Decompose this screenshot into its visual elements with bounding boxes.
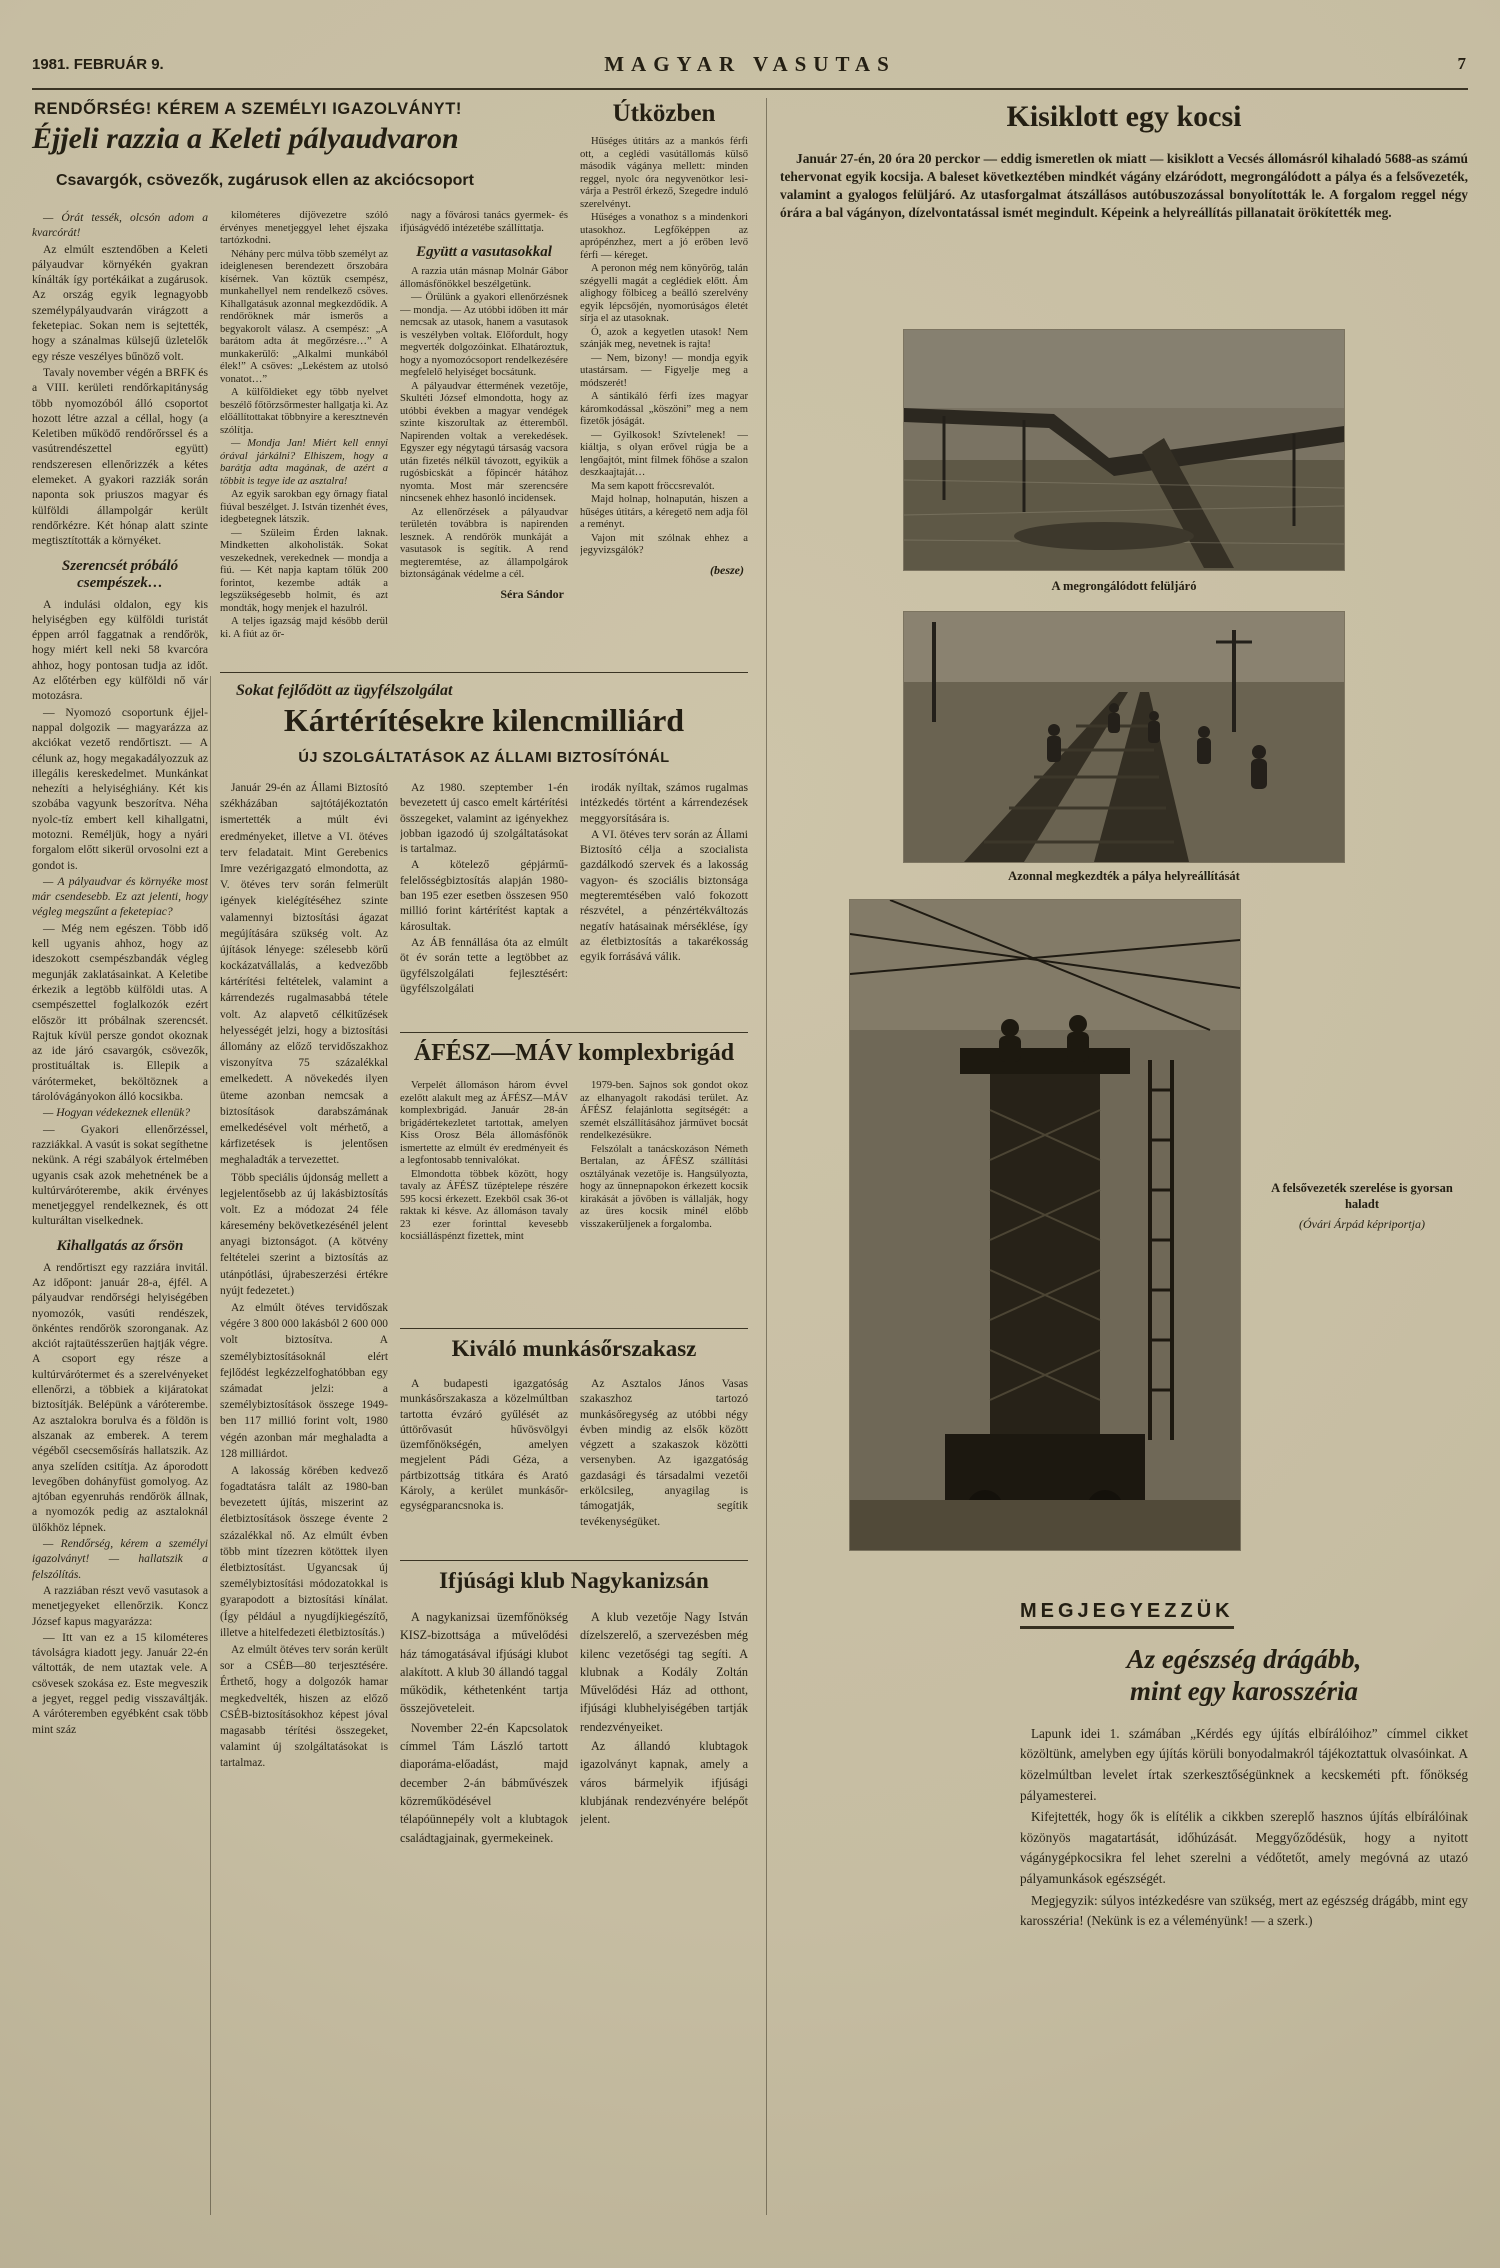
paragraph: Ó, azok a kegyetlen utasok! Nem szánják meg, nevetnek is rajta!: [580, 326, 748, 350]
photo-damaged-overpass-art: [904, 330, 1344, 570]
issue-date: 1981. FEBRUÁR 9.: [32, 56, 164, 73]
paragraph: — Gyilkosok! Szívtelenek! — kiáltja, s olyan erővel rúgja be a lengőajtót, mint filmek főhőse a szalon deszkaajtaját…: [580, 429, 748, 478]
photo-caption-overhead: [1256, 1180, 1468, 1232]
paragraph: A kötelező gépjármű-felelősségbiztosítás alapján 1980-ban 195 ezer esetben összesen 950 millió forint kártérítést kaptak a károsultak.: [400, 858, 568, 933]
header-rule: [32, 88, 1468, 90]
razzia-deck: Csavargók, csövezők, zugárusok ellen az akciócsoport: [56, 172, 474, 189]
klub-column-2: [580, 1608, 748, 2215]
razzia-author-signature: Séra Sándor: [500, 586, 564, 601]
paragraph: A sántikáló férfi ízes magyar káromkodással „köszöni” meg a nem fizetők jóságát.: [580, 391, 748, 427]
paragraph: Majd holnap, holnapután, hiszen a hűséges útitárs, a kéregető nem adja föl a reményt.: [580, 494, 748, 530]
paragraph: Az állandó klubtagok igazolványt kapnak, amely a város bármelyik ifjúsági klubjának rendezvényére belépőt jelent.: [580, 1739, 748, 1827]
photo-caption-track: Azonnal megkezdték a pálya helyreállítását: [1008, 869, 1240, 883]
paragraph: nagy a fővárosi tanács gyermek- és ifjúságvédő intézetébe szállíttatja.: [400, 210, 568, 234]
karterites-column-1: [220, 780, 388, 2215]
karterites-subtitle: ÚJ SZOLGÁLTATÁSOK AZ ÁLLAMI BIZTOSÍTÓNÁL: [298, 750, 670, 766]
klub-headline: Ifjúsági klub Nagykanizsán: [439, 1568, 709, 1593]
karterites-kicker: Sokat fejlődött az ügyfélszolgálat: [236, 682, 453, 699]
paragraph: A VI. ötéves terv során az Állami Biztosító célja a szocialista gazdálkodó szervek és a lakosság vagyon- és szociális biztonsága megteremtésében való fokozott részvétel, a pénzértékváltozás negatív hatásainak mérséklése, így az életbiztosítás a takarékosság egyik forrásává válik.: [580, 827, 748, 964]
paragraph: — Órát tessék, olcsón adom a kvarcórát!: [32, 211, 208, 240]
afesz-headline: ÁFÉSZ—MÁV komplexbrigád: [413, 1040, 735, 1066]
paragraph: Kifejtették, hogy ők is elítélik a cikkben szereplő hasznos újítás elbírálóinak közönyös magatartását, időhúzását. Meggyőződésük, hogy a nyitott vágánygépkocsikra fel lehet szerelni a védőtetőt, amely megóvná az utazó pályamunkások egészségét.: [1020, 1809, 1468, 1886]
paragraph: — Nyomozó csoportunk éjjel-nappal dolgozik — magyarázza az akciókat vezető rendőrtiszt. — A célunk az, hogy megakadályozzuk az illegális kereskedelmet. Munkánkat nehezíti a helyiséghiány. Két kis szobába vagyunk beszorítva. Néha nyolc-tíz embert kell kihallgatni, motozni. Reméljük, hogy a nyári forgalom előtt sikerül orvosolni ezt a gondot is.: [32, 705, 208, 872]
paragraph: — Nem, bizony! — mondja egyik utastársam. — Figyelje meg a módszerét!: [580, 352, 748, 389]
razzia-column-2: [220, 210, 388, 670]
paragraph: A indulási oldalon, egy kis helyiségben egy külföldi turistát éppen arról faggatnak a rendőrök, hogy miért kell neki 58 kvarcóra ahhoz, hogy pontosan tudja az időt. Az előtérben egy külföldi nő vár motozásra.: [32, 597, 208, 703]
paragraph: Lapunk idei 1. számában „Kérdés egy újítás elbírálóihoz” címmel cikket közöltünk, amelyben egy újítás körüli bonyodalmakról tájékoztattuk olvasóinkat. A közelmúltban levelet írtak szerkesztőségünknek a kecskeméti pft. főnökség pályamesterei.: [1020, 1725, 1468, 1803]
paragraph: A rendőrtiszt egy razziára invitál. Az időpont: január 28-a, éjfél. A pályaudvar rendőrségi helyiségében nyomozók, vasúti rendészek, önkéntes rendőrök szoronganak. Az akciót rajtaütésszerűen hajtják végre. A csoport egy része a kultúrvárótermet és a szerelvényeket ellenőrzi, a többiek a kijáratokat biztosítják. Belépünk a váróterembe. Az asztalokra borulva és a földön is alszanak az emberek. A terem végéből csecsemősírás hallatszik. Az anya szelíden csitítja. Az áporodott levegőben dohányfüst gomolyog. Az ajtóban egyenruhás rendőrök állnak, a nyomozók pedig az asztaloknál ülőkhöz lépnek.: [32, 1260, 208, 1534]
paragraph: Az elmúlt ötéves terv során került sor a CSÉB—80 terjesztésére. Érthető, hogy a dolgozók hamar megkedvelték, hiszen az előző CSÉB-biztosításokhoz képest jóval magasabb térítési összegeket, valamint új szolgáltatásokat is tartalmaz.: [220, 1643, 388, 1770]
paragraph: — A pályaudvar és környéke most már csendesebb. Ez azt jelenti, hogy végleg megszűnt a feketepiac?: [32, 874, 208, 919]
munkasor-column-2: [580, 1376, 748, 1546]
paragraph: Az 1980. szeptember 1-én bevezetett új casco emelt kártérítési összegeket, valamint az igényekhez jobban igazodó új szolgáltatásokat is tartalmaz.: [400, 781, 568, 856]
paragraph: A külföldieket egy több nyelvet beszélő főtörzsőrmester hallgatja ki. Az előállítottakat többnyire a keresztnevén szólítja.: [220, 387, 388, 436]
afesz-column-1: [400, 1080, 568, 1315]
megjegyezzuk-headline-line1: Az egészség drágább,: [1126, 1644, 1362, 1674]
paragraph: Január 29-én az Állami Biztosító székházában sajtótájékoztatón ismertették a múlt évi eredményeket, illetve a VI. ötéves terv feladatait. Mint Gerebenics Imre vezérigazgató elmondotta, az V. ötéves terv során felmerült igények kielégítéséhez szinte valamennyi biztosítási ágazat megújítására szükség volt. Az újítások lényege: szélesebb körű kockázatvállalás, a kedvezőbb kártérítési feltételek, valamint a kárrendezés rugalmasabbá tétele volt. Az alapvető célkitűzések helyességét jelzi, hogy a biztosítási állomány az előző tervidőszakhoz viszonyítva 75 százalékkal emelkedett. A növekedés ilyen üteme azonban nemcsak a biztosítások darabszámának emelkedésével volt mérhető, a kárfizetések is jelentősen meghaladták a tervezettet.: [220, 782, 388, 1167]
paragraph: Az elmúlt ötéves tervidőszak végére 3 800 000 lakásból 2 600 000 volt biztosítva. A személybiztosításoknál elért fejlődést legkézzelfoghatóbban egy számadat jelzi: a személybiztosítások összege 1949-ben 117 millió forint volt, 1980 végén azonban már meghaladta a 128 milliárdot.: [220, 1302, 388, 1460]
section-divider-afesz: [400, 1032, 748, 1033]
paragraph: Ma sem kapott fröccsrevalót.: [591, 480, 715, 492]
utkozben-article: [580, 100, 748, 612]
photo-overhead-line-art: [850, 900, 1240, 1550]
paragraph: Az ellenőrzések a pályaudvar területén továbbra is napirenden lesznek. A rendőrök munkáját a vasutasok is segítik. A rend megteremtése, az állampolgárok biztonságának védelme a cél.: [400, 506, 568, 580]
paragraph: — Rendőrség, kérem a személyi igazolványt! — hallatszik a felszólítás.: [32, 1537, 208, 1581]
paragraph: Hűséges útitárs az a mankós férfi ott, a ceglédi vasútállomás külső második vágánya mellett: minden reggel, nyolc óra negyvenötkor lesi-várja a Pestről érkező, Szegedre induló szerelvényt.: [580, 136, 748, 210]
column-subhead: Kihallgatás az őrsön: [56, 1237, 184, 1254]
kisiklott-headline: Kisiklott egy kocsi: [1006, 100, 1242, 133]
vertical-divider-left: [210, 676, 211, 2215]
paragraph: — Mondja Jan! Miért kell ennyi órával járkálni? Elhiszem, hogy a barátja adta magának, de azért a többit is tegye ide az asztalra!: [220, 438, 388, 487]
karterites-column-2: [400, 780, 568, 1018]
paragraph: A peronon még nem könyörög, talán szégyelli magát a ceglédiek előtt. Ám alighogy fölbiceg a beálló szerelvény egyik lépcsőjén, nyomorúságos életét sírja el az utasoknak.: [580, 263, 748, 324]
paragraph: A nagykanizsai üzemfőnökség KISZ-bizottsága a művelődési ház támogatásával ifjúsági klubot alakított. A klub 30 állandó taggal működik, kéthetenként tartja összejöveteleit.: [400, 1610, 568, 1716]
paragraph: — Örülünk a gyakori ellenőrzésnek — mondja. — Az utóbbi időben itt már nemcsak az utasok, hanem a vasutasok is veszélyben voltak. Előfordult, hogy megverték dolgozóinkat. Elhatároztuk, hogy a nyomozócsoport rendelkezésére megfelelő helyiséget bocsátunk.: [400, 292, 568, 378]
razzia-headline: Éjjeli razzia a Keleti pályaudvaron: [32, 122, 459, 155]
paragraph: Tavaly november végén a BRFK és a VIII. kerületi rendőrkapitányság több nyomozóból álló csoportot hozott létre azzal a céllal, hogy (a Keletiben működő rendőrőrssel és a vasútrendészettel együtt) rendszeresen ellenőrizzék a kétes elemeket. A gyakori razziák során naponta sok priuszos magyar és külföldi állampolgár került rendőrkézre. Két hónap alatt szinte megtisztították a környéket.: [32, 365, 208, 548]
section-divider-karterites: [220, 672, 748, 673]
razzia-column-3: [400, 210, 568, 670]
paragraph: A lakosság körében kedvező fogadtatásra talált az 1980-ban bevezetett újítás, miszerint az életbiztosítások összege évente 2 százalékkal nő. Az elmúlt évben több mint tízezren kötöttek ilyen életbiztosítást. Ugyancsak új személybiztosítási módozatokkal is gyarapodott a biztosítási kínálat. (Így például a nyugdíjkiegészítő, illetve a hitelfedezeti életbiztosítás.): [220, 1464, 388, 1639]
paragraph: Vajon mit szólnak ehhez a jegyvizsgálók?: [580, 532, 748, 556]
megjegyezzuk-label: MEGJEGYEZZÜK: [1020, 1600, 1234, 1629]
paragraph: Hűséges a vonathoz s a mindenkori utasokhoz. Legfőképpen az aprópénzhez, mert a jó erőben levő férfi — kéreget.: [580, 212, 748, 261]
photo-caption-overpass: A megrongálódott felüljáró: [1051, 579, 1197, 593]
paragraph: A razziában részt vevő vasutasok a menetjegyeket ellenőrzik. Koncz József kapus magyarázza:: [32, 1583, 208, 1628]
page-number: 7: [1457, 54, 1466, 73]
paragraph: kilométeres díjövezetre szóló érvényes menetjeggyel lehet éjszaka tartózkodni.: [220, 210, 388, 246]
utkozben-headline: Útközben: [612, 100, 716, 127]
paragraph: Elmondotta többek között, hogy tavaly az ÁFÉSZ tüzéptelepe részére 595 kocsi érkezett. Ezekből csak 36-ot raktak ki késve. Az állomáson tavaly 23 ezer forinttal kevesebb kocsiálláspénzt fizettek, mint: [400, 1168, 568, 1242]
paragraph: Több speciális újdonság mellett a legjelentősebb az új lakásbiztosítás volt. Ez a módozat 24 féle káresemény bekövetkezésénél jelent anyagi biztonságot. (A kötvény feltételei szerint a biztosítás az utánpótlási, újrabeszerzési értékre nyújt fedezetet.): [220, 1171, 388, 1297]
section-divider-klub: [400, 1560, 748, 1561]
utkozben-signature: (besze): [710, 562, 744, 577]
photo-credit: (Óvári Árpád képriportja): [1299, 1216, 1425, 1231]
paragraph: A teljes igazság majd később derül ki. A fiút az őr-: [220, 616, 388, 640]
megjegyezzuk-body: [1020, 1724, 1468, 2154]
section-divider-munkasor: [400, 1328, 748, 1329]
paragraph: Az Asztalos János Vasas szakaszhoz tartozó munkásőregység az utóbbi négy évben mindig az elsők között végzett a szakaszok közötti versenyben. Az igazgatóság gazdasági és társadalmi vezetői erkölcsileg, anyagilag is támogatják, segítik tevékenységüket.: [580, 1377, 748, 1528]
photo-track-repair: [904, 612, 1344, 862]
paragraph: Néhány perc múlva több személyt az ideiglenesen berendezett őrszobára kísérnek. Van köztük csempész, munkahellyel nem rendelkező csöves. Kihallgatásuk azonnal megkezdődik. A rendőröknek már ismerős a begyakorolt válasz. A csempész: „A barátom adta át megőrzésre…” A munkakerülő: „Alkalmi munkából élek!” A csöves: „Lekéstem az utolsó vonatot…”: [220, 248, 388, 385]
kisiklott-intro: [780, 150, 1468, 222]
column-subhead: Szerencsét próbáló csempészek…: [61, 557, 179, 591]
photo-overhead-line-work: [850, 900, 1240, 1550]
karterites-column-3: [580, 780, 748, 1018]
munkasor-column-1: [400, 1376, 568, 1546]
paragraph: — Gyakori ellenőrzéssel, razziákkal. A vasút is sokat segíthetne nekünk. A régi szabályok értelmében ugyanis csak azok mehetnének be a kultúrváróterembe, akik érvényes menetjeggyel rendelkeznek, és ott kulturáltan viselkednek.: [32, 1122, 208, 1228]
paragraph: A klub vezetője Nagy István dízelszerelő, a szervezésben még kilenc vezetőségi tag segíti. A klubnak a Kodály Zoltán Művelődési Ház ad otthont, ifjúsági klubhelyiségében tartják rendezvényeiket.: [580, 1610, 748, 1734]
paragraph: November 22-én Kapcsolatok címmel Tám László tartott diaporáma-előadást, majd december 2-án bábművészek közreműködésével télapóünnepély volt a klubtagok családtagjainak, gyermekeinek.: [400, 1720, 568, 1845]
paragraph: — Itt van ez a 15 kilométeres távolságra kiadott jegy. Január 22-én váltották, de nem utaztak vele. A csövesek szokása ez. Este megveszik a jegyet, reggel pedig visszaváltják. A váróteremben egyébként csak több mint száz: [32, 1630, 208, 1736]
klub-column-1: [400, 1608, 568, 2215]
paragraph: Az elmúlt esztendőben a Keleti pályaudvar környékén gyakran kínálták így portékáikat a zugárusok. Az ország egyik legnagyobb személypályaudvarán virágzott a feketepiac. Sokan nem is sejtették, hogy a szánalmas külsejű üzletelők egy része veszélyes bűnöző volt.: [32, 242, 208, 363]
paragraph: 1979-ben. Sajnos sok gondot okoz az elhanyagolt rakodási terület. Az ÁFÉSZ felajánlotta segítségét: a szemét elszállításához járművet bocsát rendelkezésükre.: [580, 1080, 748, 1141]
megjegyezzuk-article: [1020, 1600, 1468, 2154]
photo-damaged-overpass: [904, 330, 1344, 570]
photo-caption-overhead-text: A felsővezeték szerelése is gyorsan haladt: [1271, 1181, 1453, 1212]
kisiklott-intro-text: Január 27-én, 20 óra 20 perckor — eddig ismeretlen ok miatt — kisiklott a Vecsés állomásról kihaladó 5688-as számú tehervonat egyik kocsija. A baleset következtében mindkét vágány elzáródott, megrongálódott a pálya és a felsővezeték, valamint a gyalogos felüljáró. Az utasforgalmat átszállásos autóbuszozással bonyolították le. A forgalom reggel négy órára a bal vágányon, dízelvontatással ismét megindult. Képeink a helyreállítás pillanatait örökítették meg.: [780, 151, 1468, 220]
column-subhead: Együtt a vasutasokkal: [416, 244, 552, 260]
karterites-headline: Kártérítésekre kilencmilliárd: [283, 702, 685, 738]
afesz-column-2: [580, 1080, 748, 1315]
paragraph: A razzia után másnap Molnár Gábor állomásfőnökkel beszélgetünk.: [400, 266, 568, 290]
vertical-divider-right: [766, 98, 767, 2215]
paragraph: Felszólalt a tanácskozáson Németh Bertalan, az ÁFÉSZ szállítási osztályának vezetője is. Hangsúlyozta, hogy az ünnepnapokon érkezett kocsik kirakását a jövőben is vállalják, hogy az üres kocsik minél előbb visszakerüljenek a forgalomba.: [580, 1143, 748, 1230]
paragraph: Az ÁB fennállása óta az elmúlt öt év során tette a legtöbbet az ügyfélszolgálati fejlesztésért: ügyfélszolgálati: [400, 935, 568, 995]
razzia-column-1: [32, 210, 208, 2215]
paragraph: irodák nyíltak, számos rugalmas intézkedés történt a kárrendezések meggyorsítására is.: [580, 781, 748, 825]
utkozben-body: [580, 136, 748, 612]
photo-track-repair-art: [904, 612, 1344, 862]
paragraph: — Szüleim Érden laknak. Mindketten alkoholisták. Sokat veszekednek, verekednek — mondja a fiú. — Két napja kaptam tőlük 200 forintot, kezembe adták a legszükségesebb holmit, és azt mondták, hogy menjek el hazulról.: [220, 527, 388, 614]
paragraph: Megjegyzik: súlyos intézkedésre van szükség, mert az egészség drágább, mint egy karosszéria! (Nekünk is ez a véleményünk! — a szerk.): [1020, 1892, 1468, 1929]
paragraph: A budapesti igazgatóság munkásőrszakasza a közelmúltban tartotta évzáró gyűlését az úttörővasút hűvösvölgyi üzemfőnökségén, amelyen megjelent Pádi Géza, a pártbizottság titkára és Arató Károly, a kerület munkásőr-egységparancsnoka is.: [400, 1377, 568, 1513]
paragraph: — Még nem egészen. Több idő kell ugyanis ahhoz, hogy az ideszokott csempészbandák végleg megunják zaklatásainkat. A Keletibe érkezik a legtöbb külföldi utas. A csempészettel foglalkozók ezért először itt próbálnak szerencsét. Rajtuk kívül persze gondot okoznak az ide járó csavargók, csövezők, prostituáltak is. Ellepik a várótermeket, beköltöznek a tárolóvágányokon álló kocsikba.: [32, 921, 208, 1104]
paragraph: Az egyik sarokban egy őrnagy fiatal fiúval beszélget. J. István tizenhét éves, idegbetegnek látszik.: [220, 489, 388, 525]
masthead: MAGYAR VASUTAS: [604, 52, 896, 76]
megjegyezzuk-headline-line2: mint egy karosszéria: [1129, 1676, 1358, 1707]
razzia-kicker: RENDŐRSÉG! KÉREM A SZEMÉLYI IGAZOLVÁNYT!: [34, 100, 462, 118]
paragraph: — Hogyan védekeznek ellenük?: [43, 1106, 191, 1120]
paragraph: A pályaudvar éttermének vezetője, Skultéti József elmondotta, hogy az utóbbi években a magyar vendégek szinte kiszorultak az étteremből. Napirenden voltak a verekedések. Egyszer egy négytagú társaság vacsora után fizetés nélkül távozott, egyikük a rugósbicskát a főpincér hátához nyomta. Most már szerencsére nincsenek ehhez hasonló incidensek.: [400, 380, 568, 504]
paragraph: Verpelét állomáson három évvel ezelőtt alakult meg az ÁFÉSZ—MÁV komplexbrigád. Január 28-án brigádértekezletet tartottak, amelyen Kiss Orosz Béla állomásfőnök ismertette az elmúlt év eredményeit és a legfontosabb tennivalókat.: [400, 1080, 568, 1166]
munkasor-headline: Kiváló munkásőrszakasz: [451, 1336, 697, 1361]
